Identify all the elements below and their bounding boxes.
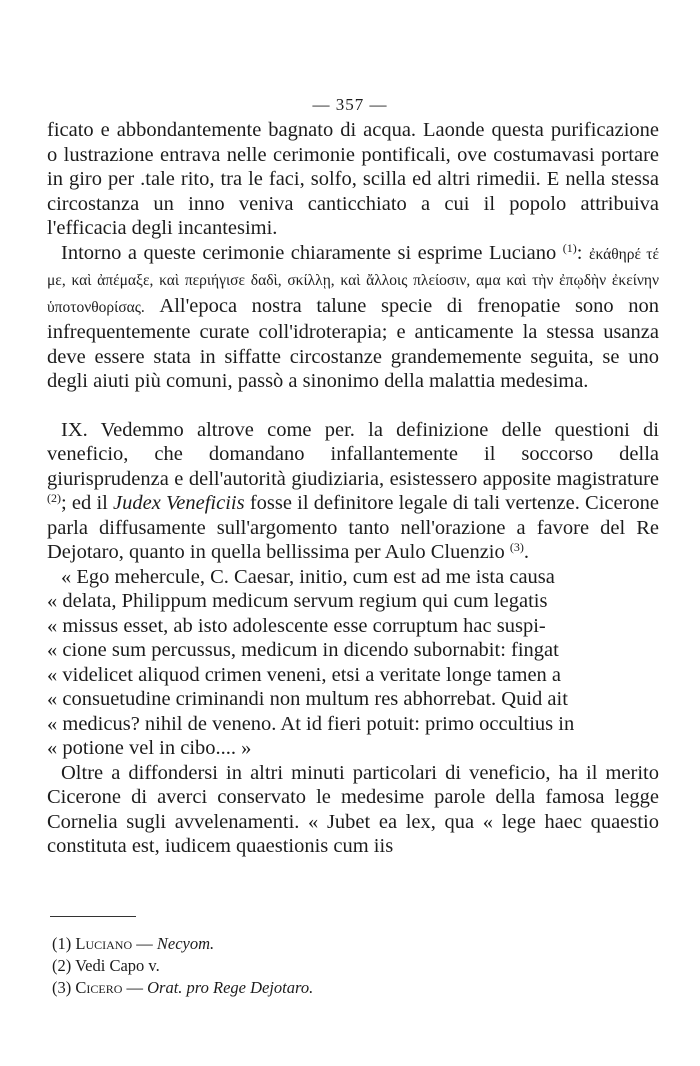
- footnote-number: (2): [52, 956, 72, 975]
- main-text: [47, 118, 659, 859]
- footnote-author: Cicero: [75, 978, 123, 997]
- footnote-3: [52, 977, 652, 999]
- footnote-ref-2: (2): [47, 491, 61, 505]
- quote-line: « missus esset, ab isto adolescente esse corruptum hac suspi-: [47, 614, 546, 637]
- section-ix-text-d: .: [523, 541, 529, 563]
- quote-line: « videlicet aliquod crimen veneni, etsi a veritate longe tamen a: [47, 663, 562, 686]
- paragraph-2-intro: Intorno a queste cerimonie chiaramente si esprime Luciano: [61, 241, 557, 264]
- footnote-text: Vedi Capo v.: [75, 956, 160, 975]
- footnote-work: Necyom.: [156, 934, 215, 953]
- footnotes: [52, 933, 652, 999]
- footnote-number: (1): [52, 934, 72, 953]
- quote-line: « consuetudine criminandi non multum res abhorrebat. Quid ait: [47, 688, 568, 710]
- paragraph-1: ficato e abbondantemente bagnato di acqua. Laonde questa purificazione o lustrazione entrava nelle cerimonie pontificali, ove costumavasi portare in giro per .tale rito, tra le faci, solfo, scilla ed altri rimedii. E nella stessa circostanza un inno veniva canticchiato a cui il popolo attribuiva l'efficacia degli incantesimi.: [47, 119, 659, 239]
- footnote-separator: —: [122, 978, 148, 997]
- page-number: — 357 —: [312, 95, 388, 114]
- footnote-work: Orat. pro Rege Dejotaro.: [147, 978, 314, 997]
- footnote-divider: [50, 916, 136, 917]
- quote-line: « Ego mehercule, C. Caesar, initio, cum est ad me ista causa: [61, 565, 555, 588]
- footnote-1: [52, 933, 652, 955]
- footnote-ref-3: (3): [509, 540, 524, 554]
- quote-line: « medicus? nihil de veneno. At id fieri potuit: primo occultius in: [47, 712, 575, 735]
- footnote-2: [52, 955, 652, 977]
- section-ix-text-b: ; ed il: [61, 492, 108, 514]
- footnote-ref-1: (1): [562, 240, 577, 255]
- footnote-author: Luciano: [75, 934, 133, 953]
- section-ix-text-a: IX. Vedemmo altrove come per. la definizione delle questioni di veneficio, che domandano infallantemente il soccorso della giurisprudenza e dell'autorità giudiziaria, esistessero apposite magistrature: [47, 418, 659, 490]
- quote-line: « delata, Philippum medicum servum regium qui cum legatis: [47, 590, 548, 612]
- greek-quotation: ἐκάθηρέ τέ με, καὶ ἀπέμαξε, καὶ περιήγισε δαδὶ, σκίλλῃ, καὶ ἄλλοις πλείοσιν, αμα καὶ τὴν ἐπῳδὴν ἐκείνην ὑποτονθορίσας.: [47, 245, 660, 316]
- latin-quotation: [47, 565, 659, 761]
- footnote-separator: —: [132, 934, 157, 953]
- quote-line: « cione sum percussus, medicum in dicendo subornabit: fingat: [47, 639, 559, 661]
- judex-veneficiis-term: Judex Veneficiis: [113, 492, 245, 514]
- paragraph-2: [47, 241, 659, 394]
- quote-line: « potione vel in cibo.... »: [47, 737, 252, 759]
- paragraph-2-colon: :: [576, 241, 583, 264]
- footnote-number: (3): [52, 978, 72, 997]
- section-ix-paragraph: [47, 418, 659, 565]
- paragraph-2-body: All'epoca nostra talune specie di frenopatie sono non infrequentemente curate coll'idroterapia; e anticamente la stessa usanza deve essere stata in siffatte circostanze grandememente seguita, se uno degli aiuti più comuni, passò a sinonimo della malattia medesima.: [47, 294, 660, 392]
- paragraph-4: Oltre a diffondersi in altri minuti particolari di veneficio, ha il merito Cicerone di averci conservato le medesime parole della famosa legge Cornelia sugli avvelenamenti. « Jubet ea lex, qua « lege haec quaestio constituta est, iudicem quaestionis cum iis: [47, 761, 659, 857]
- section-ix-text-c: fosse il definitore legale di tali vertenze. Cicerone parla diffusamente sull'argomento tanto nell'orazione a favore del Re Dejotaro, quanto in quella bellissima per Aulo Cluenzio: [47, 492, 660, 563]
